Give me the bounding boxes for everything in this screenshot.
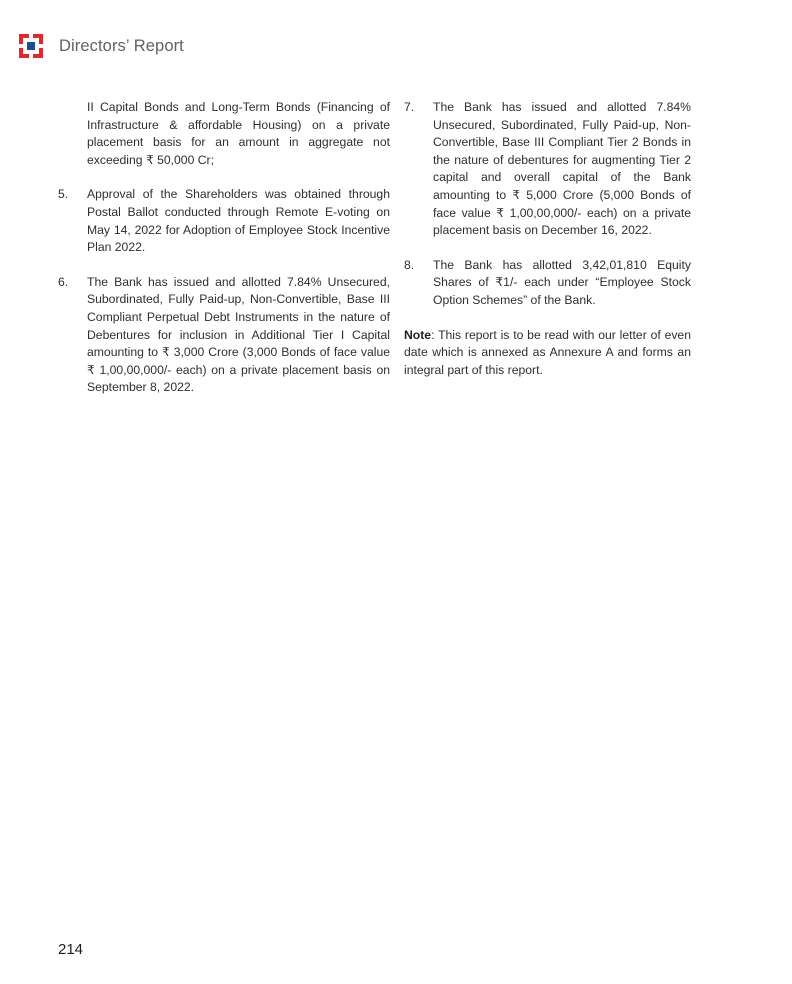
note-label: Note [404,327,432,342]
list-item-5 [58,186,390,256]
list-item-number: 6. [58,274,69,289]
left-column [58,99,390,414]
page-title: Directors’ Report [59,36,184,55]
note-text: : This report is to be read with our letter of even date which is annexed as Annexure A and forms an integral part of this report. [404,327,691,377]
list-item-6 [58,274,390,397]
list-item-text: Approval of the Shareholders was obtained through Postal Ballot conducted through Remote E-voting on May 14, 2022 for Adoption of Employee Stock Incentive Plan 2022. [87,187,390,255]
page-number: 214 [58,941,84,958]
list-item-text: The Bank has allotted 3,42,01,810 Equity Shares of ₹1/- each under “Employee Stock Option Schemes” of the Bank. [433,257,691,307]
list-item-number: 8. [404,257,415,272]
note-paragraph [404,327,691,380]
continuation-paragraph: II Capital Bonds and Long-Term Bonds (Financing of Infrastructure & affordable Housing) on a private placement basis for an amount in aggregate not exceeding ₹ 50,000 Cr; [87,100,390,167]
list-item-text: The Bank has issued and allotted 7.84% Unsecured, Subordinated, Fully Paid-up, Non-Convertible, Base III Compliant Perpetual Debt Instruments in the nature of Debentures for inclusion in Additional Tier I Capital amounting to ₹ 3,000 Crore (3,000 Bonds of face value ₹ 1,00,00,000/- each) on a private placement basis on September 8, 2022. [87,274,390,395]
list-item-8 [404,257,691,310]
list-item-text: The Bank has issued and allotted 7.84% Unsecured, Subordinated, Fully Paid-up, Non-Convertible, Base III Compliant Tier 2 Bonds in the nature of debentures for augmenting Tier 2 capital and overall capital of the Bank amounting to ₹ 5,000 Crore (5,000 Bonds of face value ₹ 1,00,00,000/- each) on a private placement basis on December 16, 2022. [433,100,691,238]
bank-logo-icon [19,34,43,58]
list-item-7 [404,99,691,240]
list-item-number: 7. [404,100,415,114]
page-header [19,33,184,59]
list-item-number: 5. [58,187,69,202]
right-column [404,99,691,379]
